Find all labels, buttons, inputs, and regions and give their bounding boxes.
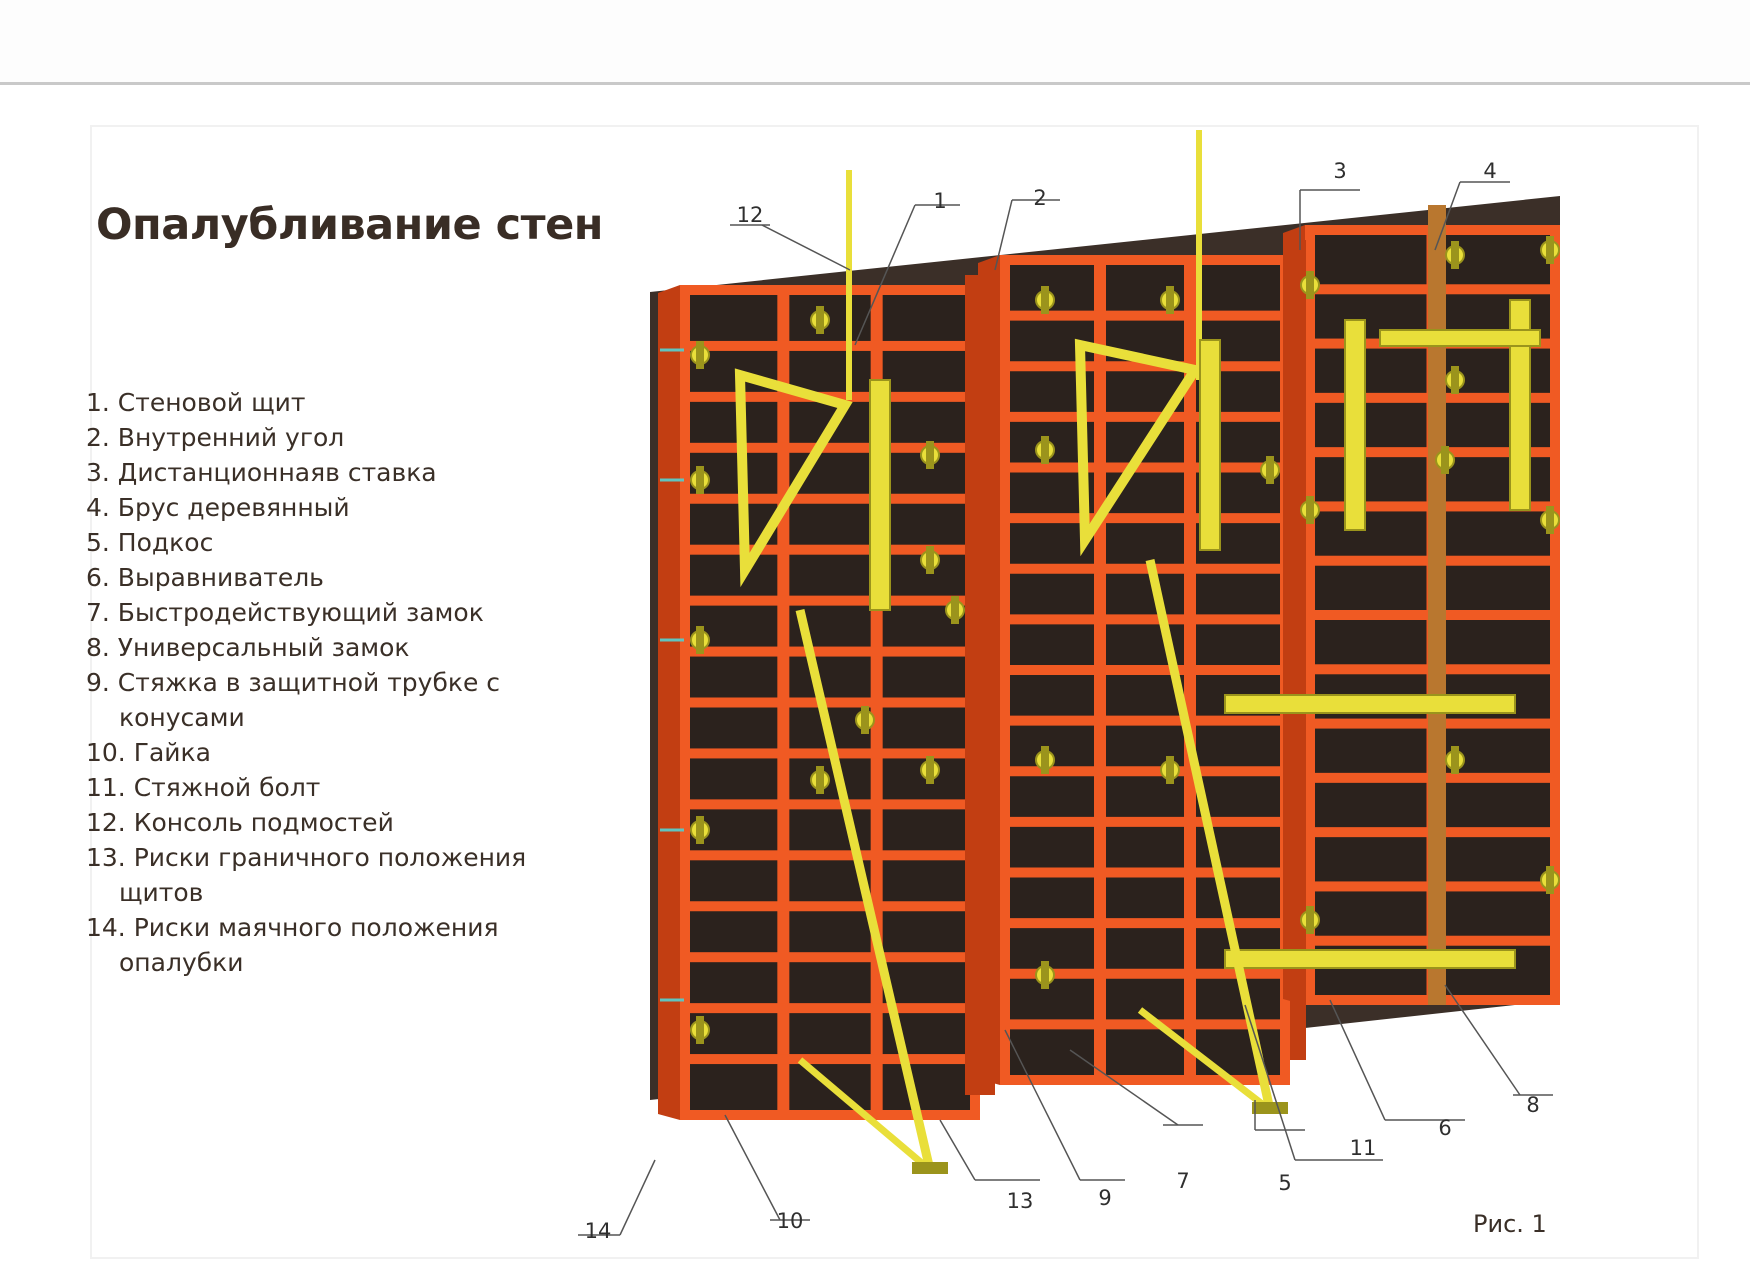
legend-item-10: 10. Гайка xyxy=(86,738,211,767)
clamp-body xyxy=(696,466,704,494)
callout-number-11: 11 xyxy=(1349,1136,1377,1160)
clamp-body xyxy=(696,1016,704,1044)
inner-corner-strip xyxy=(965,275,995,1095)
legend-item-13: 13. Риски граничного положения щитов xyxy=(86,843,527,907)
callout-number-12: 12 xyxy=(736,203,764,227)
clamp-body xyxy=(1546,236,1554,264)
aligner-right-top xyxy=(1380,330,1540,346)
callout-number-3: 3 xyxy=(1333,159,1347,183)
callout-number-10: 10 xyxy=(776,1209,804,1233)
clamp-body xyxy=(926,756,934,784)
legend-item-2: 2. Внутренний угол xyxy=(86,423,345,452)
legend-item-12: 12. Консоль подмостей xyxy=(86,808,394,837)
callout-number-6: 6 xyxy=(1438,1116,1452,1140)
panel-horizontal-rib xyxy=(1010,614,1280,624)
callout-leader-12 xyxy=(762,225,850,270)
panel-horizontal-rib xyxy=(690,647,970,657)
clamp-body xyxy=(1266,456,1274,484)
callout-number-4: 4 xyxy=(1483,159,1497,183)
clamp-body xyxy=(1041,961,1049,989)
callout-number-13: 13 xyxy=(1006,1189,1034,1213)
clamp-body xyxy=(926,441,934,469)
clamp-body xyxy=(1166,756,1174,784)
callout-number-5: 5 xyxy=(1278,1171,1292,1195)
panel-horizontal-rib xyxy=(1010,513,1280,523)
clamp-body xyxy=(696,816,704,844)
callout-leader-14 xyxy=(620,1160,655,1235)
clamp-body xyxy=(1041,746,1049,774)
clamp-body xyxy=(816,766,824,794)
clamp-body xyxy=(696,626,704,654)
legend-item-14: 14. Риски маячного положения опалубки xyxy=(86,913,499,977)
figure-caption: Рис. 1 xyxy=(1473,1210,1547,1238)
legend-item-9: 9. Стяжка в защитной трубке с конусами xyxy=(86,668,501,732)
aligner-horizontal-2 xyxy=(1225,950,1515,968)
page-title: Опалубливание стен xyxy=(96,200,603,250)
panel-horizontal-rib xyxy=(690,799,970,809)
panel-horizontal-rib xyxy=(1010,918,1280,928)
panel-horizontal-rib xyxy=(690,596,970,606)
clamp-body xyxy=(926,546,934,574)
clamp-body xyxy=(1166,286,1174,314)
legend-item-1: 1. Стеновой щит xyxy=(86,388,306,417)
panel-horizontal-rib xyxy=(1010,412,1280,422)
panel-horizontal-rib xyxy=(1010,463,1280,473)
clamp-body xyxy=(951,596,959,624)
clamp-body xyxy=(696,341,704,369)
panel-horizontal-rib xyxy=(690,850,970,860)
panel-horizontal-rib xyxy=(690,952,970,962)
clamp-body xyxy=(1451,746,1459,774)
clamp-body xyxy=(1441,446,1449,474)
console-post-left xyxy=(846,170,852,400)
distance-insert xyxy=(1290,240,1306,1060)
brace-foot-middle xyxy=(1252,1102,1288,1114)
callout-number-1: 1 xyxy=(933,189,947,213)
panel-horizontal-rib xyxy=(690,1003,970,1013)
clamp-body xyxy=(1041,286,1049,314)
clamp-body xyxy=(1451,241,1459,269)
panel-horizontal-rib xyxy=(1010,311,1280,321)
callout-number-14: 14 xyxy=(584,1219,612,1243)
clamp-body xyxy=(1546,866,1554,894)
legend-item-5: 5. Подкос xyxy=(86,528,214,557)
callout-number-9: 9 xyxy=(1098,1186,1112,1210)
legend-item-11: 11. Стяжной болт xyxy=(86,773,321,802)
panel-horizontal-rib xyxy=(1010,564,1280,574)
panel-horizontal-rib xyxy=(1010,868,1280,878)
panel-horizontal-rib xyxy=(1010,665,1280,675)
callout-number-7: 7 xyxy=(1176,1169,1190,1193)
clamp-body xyxy=(1451,366,1459,394)
panel-side-edge xyxy=(658,285,680,1120)
callout-leader-10 xyxy=(725,1115,780,1220)
aligner-horizontal-1 xyxy=(1225,695,1515,713)
clamp-body xyxy=(1041,436,1049,464)
aligner-middle xyxy=(1200,340,1220,550)
clamp-body xyxy=(1306,271,1314,299)
clamp-body xyxy=(1306,496,1314,524)
panel-horizontal-rib xyxy=(690,698,970,708)
callout-number-8: 8 xyxy=(1526,1093,1540,1117)
timber-beam xyxy=(1428,205,1446,1005)
brace-foot-left xyxy=(912,1162,948,1174)
panel-horizontal-rib xyxy=(1010,716,1280,726)
panel-horizontal-rib xyxy=(690,494,970,504)
clamp-body xyxy=(1306,906,1314,934)
aligner-right-1 xyxy=(1345,320,1365,530)
legend-item-6: 6. Выравниватель xyxy=(86,563,324,592)
clamp-body xyxy=(816,306,824,334)
legend-item-3: 3. Дистанционнаяв ставка xyxy=(86,458,437,487)
legend-item-8: 8. Универсальный замок xyxy=(86,633,410,662)
panel-horizontal-rib xyxy=(1010,1019,1280,1029)
clamp-body xyxy=(1546,506,1554,534)
panel-horizontal-rib xyxy=(690,1054,970,1064)
legend-item-4: 4. Брус деревянный xyxy=(86,493,350,522)
panel-horizontal-rib xyxy=(690,341,970,351)
callout-number-2: 2 xyxy=(1033,186,1047,210)
aligner-left xyxy=(870,380,890,610)
panel-horizontal-rib xyxy=(1010,817,1280,827)
panel-horizontal-rib xyxy=(690,901,970,911)
legend-item-7: 7. Быстродействующий замок xyxy=(86,598,484,627)
clamp-body xyxy=(861,706,869,734)
